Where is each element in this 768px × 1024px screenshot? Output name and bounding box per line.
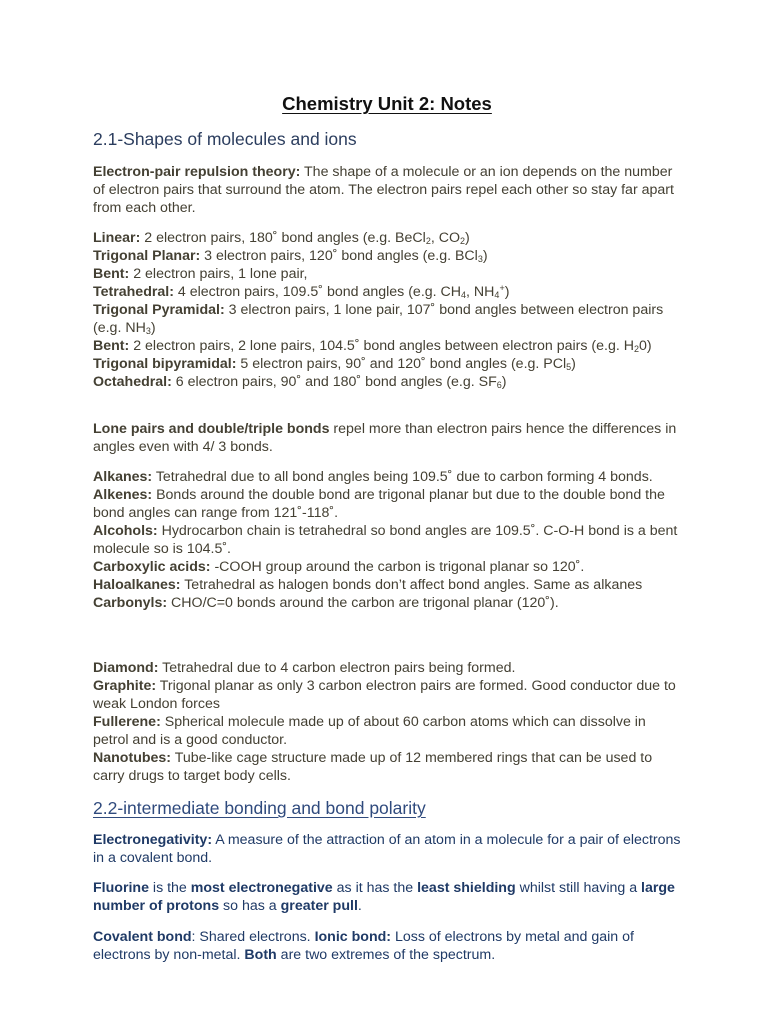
list-organic-shapes (93, 468, 681, 612)
list-molecule-shapes (93, 229, 681, 391)
item-carboxylic-acids: Carboxylic acids: -COOH group around the carbon is trigonal planar so 120˚. (93, 559, 585, 575)
shape-linear: Linear: 2 electron pairs, 180˚ bond angles (e.g. BeCl$_2$, $CO_2$) (93, 230, 470, 246)
shape-octahedral: Octahedral: 6 electron pairs, 90˚ and 180˚ bond angles (e.g. $SF_6$) (93, 374, 507, 390)
shape-trigonal-pyramidal: Trigonal Pyramidal: 3 electron pairs, 1 lone pair, 107˚ bond angles between electron pairs (e.g. $NH_3$) (93, 302, 664, 336)
term: Electron-pair repulsion theory: (93, 164, 301, 180)
section-heading-bonding: 2.2-intermediate bonding and bond polarity (93, 798, 426, 818)
section-heading-shapes: 2.1-Shapes of molecules and ions (93, 129, 357, 149)
item-fullerene: Fullerene: Spherical molecule made up of about 60 carbon atoms which can dissolve in petrol and is a good conductor. (93, 714, 646, 748)
paragraph-covalent-ionic: Covalent bond: Shared electrons. Ionic bond: Loss of electrons by metal and gain of electrons by non-metal. Both are two extremes of the spectrum. (93, 929, 634, 963)
item-alkanes: Alkanes: Tetrahedral due to all bond angles being 109.5˚ due to carbon forming 4 bonds. (93, 469, 653, 485)
item-alkenes: Alkenes: Bonds around the double bond are trigonal planar but due to the double bond the bond angles can range from 121˚-118˚. (93, 487, 665, 521)
shape-bent-two-lone-pairs: Bent: 2 electron pairs, 2 lone pairs, 104.5˚ bond angles between electron pairs (e.g. $H_20$) (93, 338, 652, 354)
paragraph-lone-pairs: Lone pairs and double/triple bonds repel more than electron pairs hence the differences in angles even with 4/ 3 bonds. (93, 421, 677, 455)
paragraph-electron-pair-repulsion (93, 163, 681, 217)
page-title: Chemistry Unit 2: Notes (282, 93, 492, 114)
shape-tetrahedral: Tetrahedral: 4 electron pairs, 109.5˚ bond angles (e.g. $CH_4$, $NH_4^+$) (93, 283, 510, 300)
paragraph-fluorine: Fluorine is the most electronegative as it has the least shielding whilst still having a large number of protons so has a greater pull. (93, 880, 675, 914)
paragraph-electronegativity: Electronegativity: A measure of the attraction of an atom in a molecule for a pair of electrons in a covalent bond. (93, 832, 681, 866)
item-diamond: Diamond: Tetrahedral due to 4 carbon electron pairs being formed. (93, 660, 516, 676)
item-alcohols: Alcohols: Hydrocarbon chain is tetrahedral so bond angles are 109.5˚. C-O-H bond is a bent molecule so is 104.5˚. (93, 523, 678, 557)
shape-trigonal-bipyramidal: Trigonal bipyramidal: 5 electron pairs, 90˚ and 120˚ bond angles (e.g. PCl$_5$) (93, 356, 576, 372)
definition: The shape of a molecule or an ion depends on the number of electron pairs that surround the atom. The electron pairs repel each other so stay far apart from each other. (93, 164, 674, 216)
shape-trigonal-planar: Trigonal Planar: 3 electron pairs, 120˚ bond angles (e.g. BCl$_3$) (93, 248, 488, 264)
shape-bent-one-lone-pair: Bent: 2 electron pairs, 1 lone pair, (93, 266, 308, 282)
item-haloalkanes: Haloalkanes: Tetrahedral as halogen bonds don’t affect bond angles. Same as alkanes (93, 577, 643, 593)
item-nanotubes: Nanotubes: Tube-like cage structure made up of 12 membered rings that can be used to carry drugs to target body cells. (93, 750, 653, 784)
list-carbon-structures (93, 659, 681, 785)
item-graphite: Graphite: Trigonal planar as only 3 carbon electron pairs are formed. Good conductor due to weak London forces (93, 678, 676, 712)
item-carbonyls: Carbonyls: CHO/C=0 bonds around the carbon are trigonal planar (120˚). (93, 595, 559, 611)
